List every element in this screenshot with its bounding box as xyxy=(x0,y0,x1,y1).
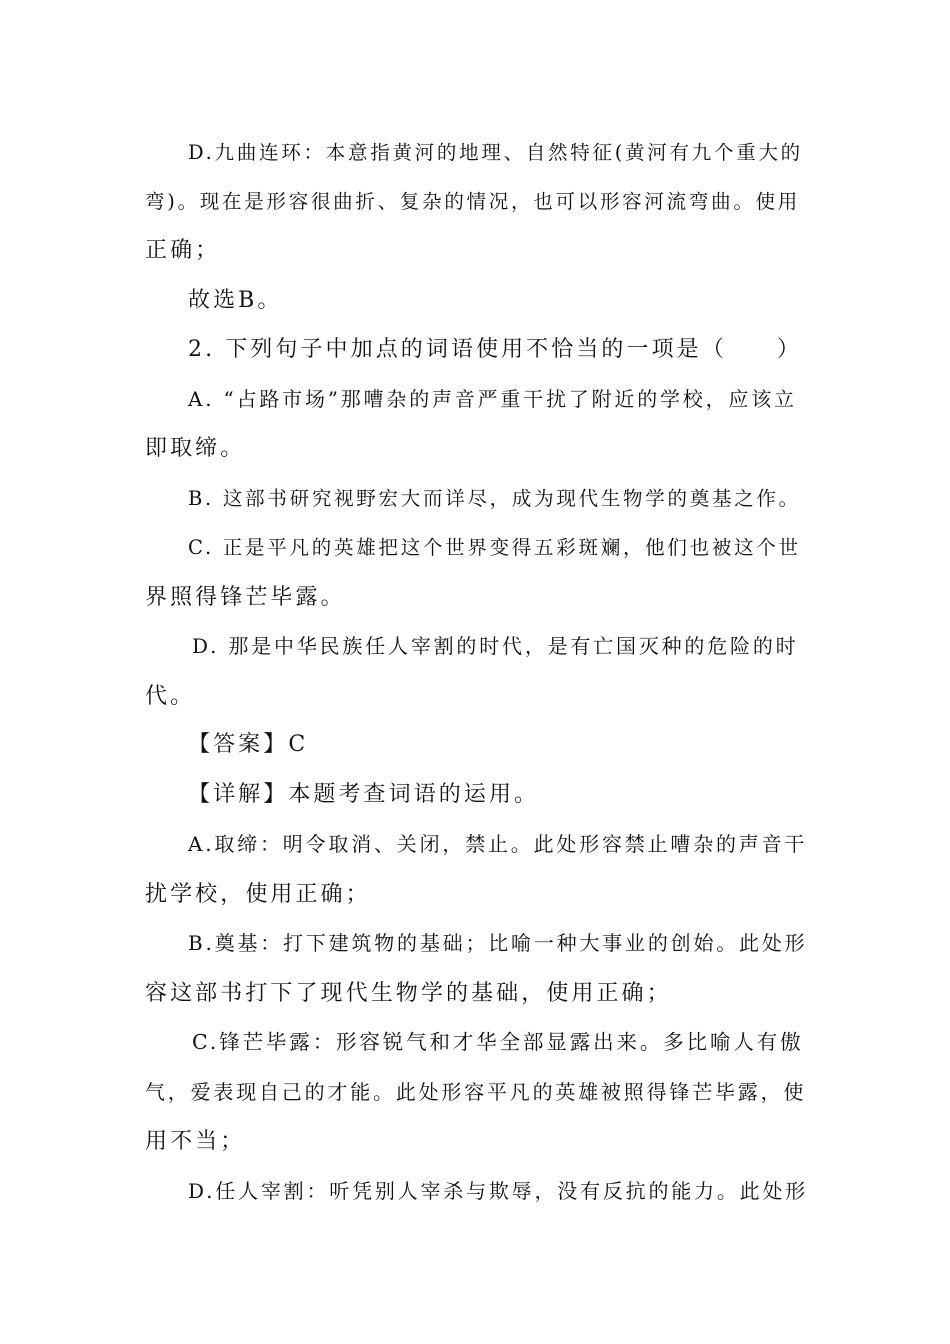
text-line: C. 正是平凡的英雄把这个世界变得五彩斑斓，他们也被这个世 xyxy=(188,536,801,559)
text-line: D.任人宰割：听凭别人宰杀与欺辱，没有反抗的能力。此处形 xyxy=(188,1179,809,1203)
text-line: A. “占路市场”那嘈杂的声音严重干扰了附近的学校，应该立 xyxy=(188,387,797,411)
text-line: B.奠基：打下建筑物的基础；比喻一种大事业的创始。此处形 xyxy=(188,931,808,955)
text-line: 即取缔。 xyxy=(145,436,246,461)
text-line: B. 这部书研究视野宏大而详尽，成为现代生物学的奠基之作。 xyxy=(188,487,801,510)
question-stem: 2. 下列句子中加点的词语使用不恰当的一项是（ ） xyxy=(188,337,803,362)
text-line: 用不当； xyxy=(145,1129,246,1154)
text-line: D.九曲连环：本意指黄河的地理、自然特征(黄河有九个重大的 xyxy=(188,141,803,164)
text-line: 弯)。现在是形容很曲折、复杂的情况，也可以形容河流弯曲。使用 xyxy=(145,190,801,213)
answer-line: 【答案】C xyxy=(188,732,309,757)
text-line: 扰学校，使用正确； xyxy=(145,882,371,907)
text-line: 气，爱表现自己的才能。此处形容平凡的英雄被照得锋芒毕露，使 xyxy=(145,1080,807,1104)
text-line: C.锋芒毕露：形容锐气和才华全部显露出来。多比喻人有傲 xyxy=(192,1030,804,1054)
text-line: 界照得锋芒毕露。 xyxy=(145,585,346,610)
text-line: 容这部书打下了现代生物学的基础，使用正确； xyxy=(145,981,672,1006)
text-line: 正确； xyxy=(145,238,221,263)
text-line: A.取缔：明令取消、关闭，禁止。此处形容禁止嘈杂的声音干 xyxy=(188,832,808,856)
text-line: 代。 xyxy=(145,684,196,709)
explanation-heading: 【详解】本题考查词语的运用。 xyxy=(188,782,540,807)
text-line: 故选B。 xyxy=(188,288,283,313)
text-line: D. 那是中华民族任人宰割的时代，是有亡国灭种的危险的时 xyxy=(192,634,799,658)
